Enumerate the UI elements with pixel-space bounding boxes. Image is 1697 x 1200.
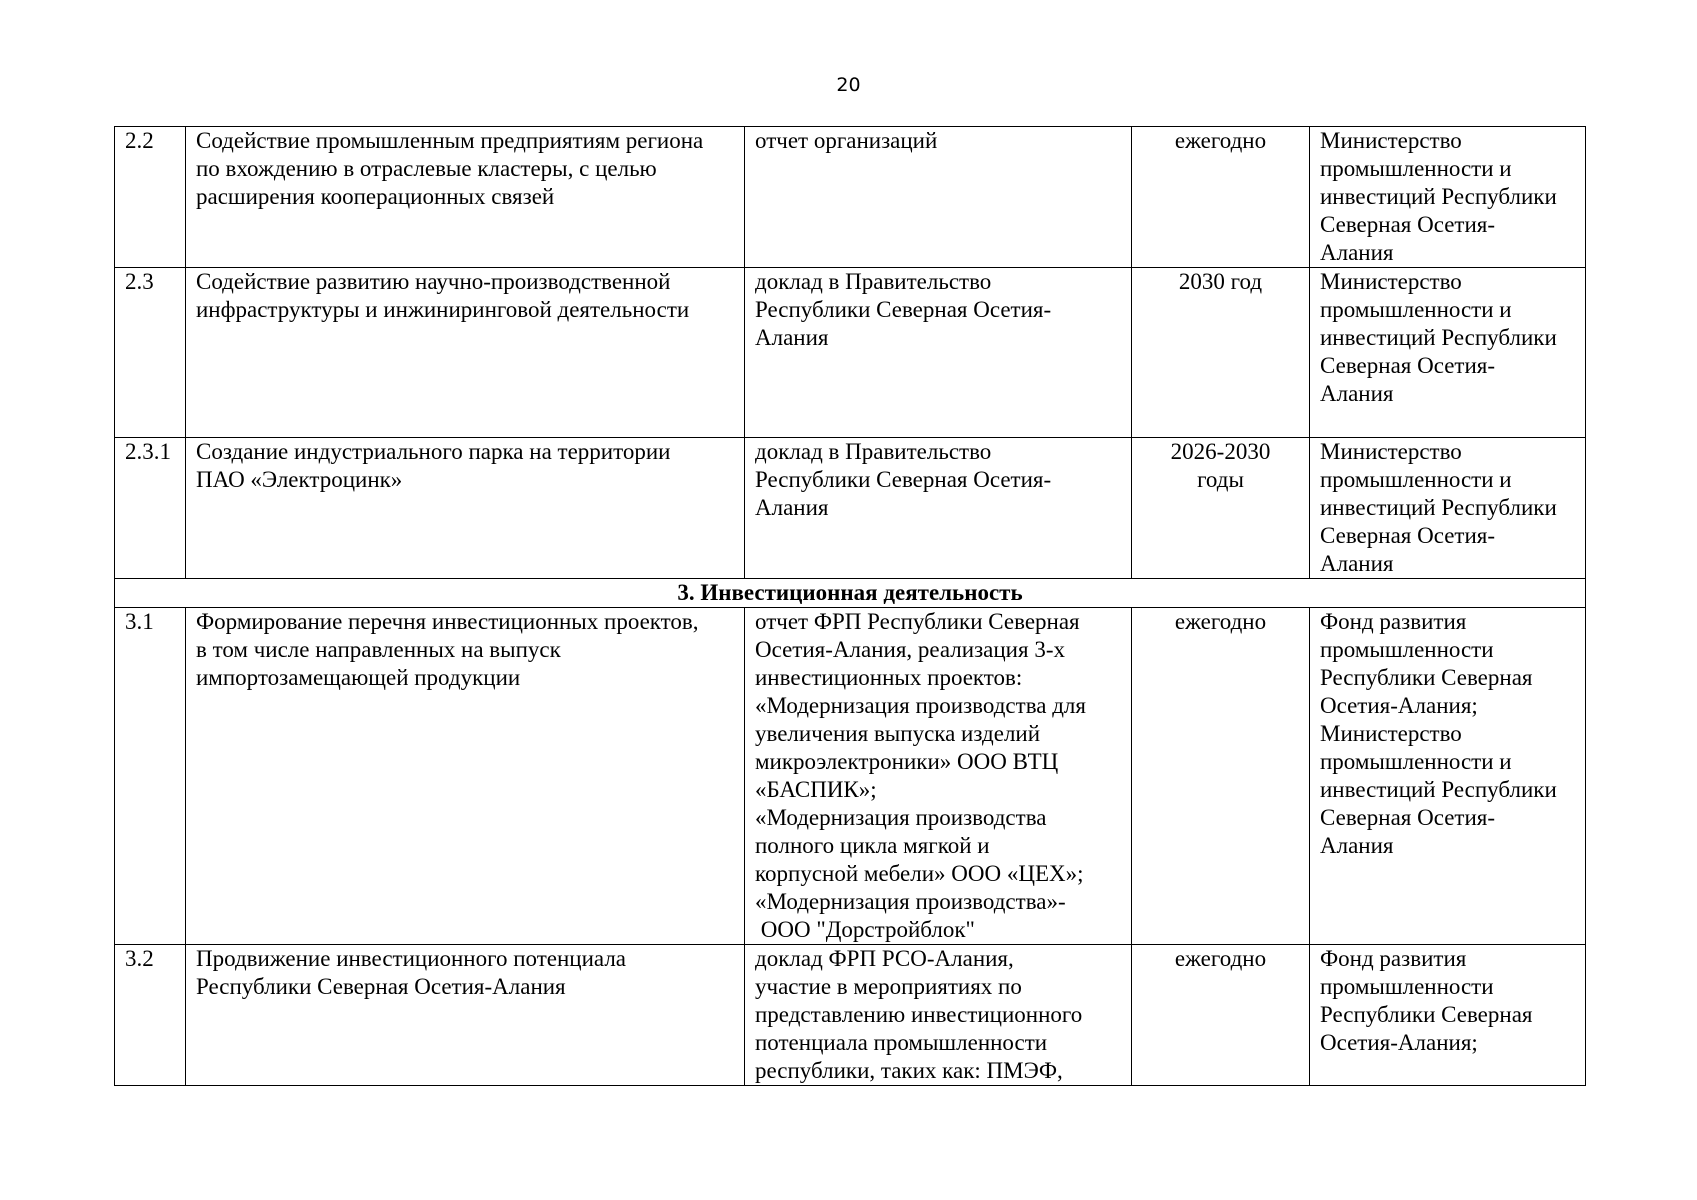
text-line: корпусной мебели» ООО «ЦЕХ»; [755,861,1084,886]
text-line: «БАСПИК»; [755,777,877,802]
text-line: Фонд развития [1320,609,1467,634]
section-heading-row [115,579,1586,608]
result-cell [745,608,1132,945]
text-line: доклад ФРП РСО-Алания, [755,946,1014,971]
text-line: участие в мероприятиях по [755,974,1022,999]
text-line: 2026-2030 [1170,439,1271,464]
text-line: Алания [1320,551,1394,576]
text-line: Алания [755,325,829,350]
period-cell [1132,268,1310,438]
text-line: Алания [1320,833,1394,858]
text-line: республики, таких как: ПМЭФ, [755,1058,1063,1083]
text-line: Северная Осетия- [1320,523,1496,548]
text-line: Министерство [1320,721,1462,746]
text-line: промышленности и [1320,156,1512,181]
text-line: промышленности и [1320,749,1512,774]
text-line: Министерство [1320,269,1462,294]
text-line: доклад в Правительство [755,269,992,294]
text-line: отчет ФРП Республики Северная [755,609,1080,634]
result-cell [745,268,1132,438]
activity-cell [186,945,745,1086]
text-line: ООО "Дорстройблок" [755,917,975,942]
text-line: ежегодно [1174,946,1267,971]
text-line: Республики Северная [1320,665,1533,690]
responsible-cell [1310,608,1586,945]
text-line: по вхождению в отраслевые кластеры, с целью [196,156,657,181]
text-line: Алания [1320,381,1394,406]
text-line: инвестиций Республики [1320,184,1557,209]
text-line: Северная Осетия- [1320,212,1496,237]
text-line: потенциала промышленности [755,1030,1048,1055]
text-line: Республики Северная Осетия- [755,467,1052,492]
text-line: Создание индустриального парка на территории [196,439,671,464]
period-cell [1132,945,1310,1086]
item-number: 3.2 [115,945,186,1086]
result-cell [745,127,1132,268]
text-line: ежегодно [1174,128,1267,153]
text-line: в том числе направленных на выпуск [196,637,561,662]
item-number: 3.1 [115,608,186,945]
text-line: Северная Осетия- [1320,353,1496,378]
text-line: инвестиций Республики [1320,325,1557,350]
page-number: 20 [836,74,861,96]
period-cell [1132,438,1310,579]
item-number: 2.3.1 [115,438,186,579]
table-row [115,945,1586,1086]
section-heading: 3. Инвестиционная деятельность [115,579,1586,608]
text-line: промышленности [1320,637,1494,662]
activity-cell [186,438,745,579]
text-line: Алания [755,495,829,520]
text-line: микроэлектроники» ООО ВТЦ [755,749,1059,774]
text-line: доклад в Правительство [755,439,992,464]
text-line: годы [1197,467,1244,492]
text-line: ПАО «Электроцинк» [196,467,403,492]
text-line: Фонд развития [1320,946,1467,971]
table-row [115,127,1586,268]
text-line: Республики Северная Осетия-Алания [196,974,566,999]
text-line: «Модернизация производства для [755,693,1086,718]
text-line: промышленности [1320,974,1494,999]
text-line: импортозамещающей продукции [196,665,521,690]
period-cell [1132,127,1310,268]
responsible-cell [1310,268,1586,438]
text-line: Министерство [1320,128,1462,153]
text-line: Осетия-Алания; [1320,693,1478,718]
text-line: отчет организаций [755,128,938,153]
table-row [115,268,1586,438]
item-number: 2.2 [115,127,186,268]
text-line: инвестиционных проектов: [755,665,1023,690]
text-line: 2030 год [1178,269,1263,294]
text-line: Республики Северная Осетия- [755,297,1052,322]
text-line: Осетия-Алания, реализация 3-х [755,637,1065,662]
item-number: 2.3 [115,268,186,438]
responsible-cell [1310,438,1586,579]
text-line: Содействие промышленным предприятиям региона [196,128,704,153]
text-line: увеличения выпуска изделий [755,721,1041,746]
text-line: полного цикла мягкой и [755,833,990,858]
text-line: Содействие развитию научно-производственной [196,269,671,294]
text-line: представлению инвестиционного [755,1002,1083,1027]
table-row [115,608,1586,945]
text-line: Осетия-Алания; [1320,1030,1478,1055]
text-line: промышленности и [1320,297,1512,322]
text-line: инвестиций Республики [1320,777,1557,802]
text-line: «Модернизация производства»- [755,889,1066,914]
text-line: инвестиций Республики [1320,495,1557,520]
responsible-cell [1310,945,1586,1086]
text-line: Республики Северная [1320,1002,1533,1027]
result-cell [745,945,1132,1086]
text-line: ежегодно [1174,609,1267,634]
text-line: промышленности и [1320,467,1512,492]
text-line: инфраструктуры и инжиниринговой деятельности [196,297,690,322]
text-line: Алания [1320,240,1394,265]
activity-cell [186,268,745,438]
activity-cell [186,127,745,268]
result-cell [745,438,1132,579]
period-cell [1132,608,1310,945]
action-plan-table [114,126,1586,1086]
text-line: Северная Осетия- [1320,805,1496,830]
text-line: Продвижение инвестиционного потенциала [196,946,627,971]
text-line: Формирование перечня инвестиционных проектов, [196,609,699,634]
table-row [115,438,1586,579]
text-line: «Модернизация производства [755,805,1047,830]
text-line: Министерство [1320,439,1462,464]
text-line: расширения кооперационных связей [196,184,555,209]
responsible-cell [1310,127,1586,268]
activity-cell [186,608,745,945]
